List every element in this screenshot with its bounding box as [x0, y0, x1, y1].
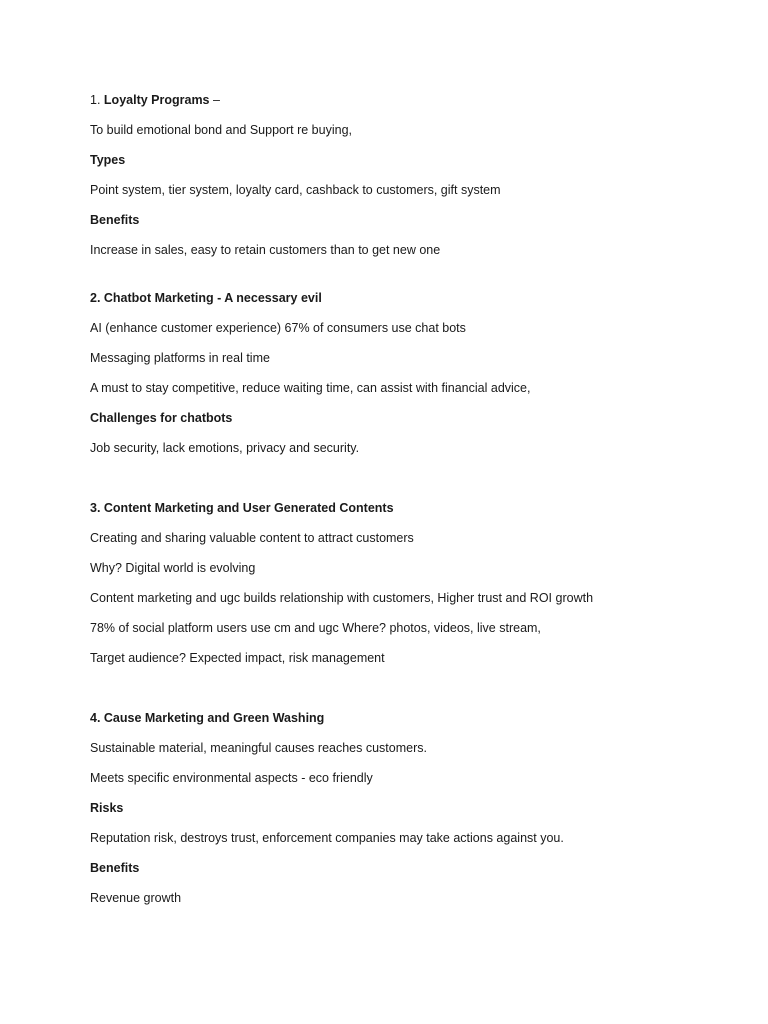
section3-line4: 78% of social platform users use cm and ugc Where? photos, videos, live stream, — [90, 621, 541, 635]
section3-line2: Why? Digital world is evolving — [90, 561, 256, 575]
section2-challenges-label: Challenges for chatbots — [90, 411, 233, 425]
section4-heading: 4. Cause Marketing and Green Washing — [90, 711, 325, 725]
section2-challenges-text: Job security, lack emotions, privacy and security. — [90, 441, 360, 455]
section1-intro: To build emotional bond and Support re buying, — [90, 123, 352, 137]
section2-line2: Messaging platforms in real time — [90, 351, 270, 365]
section1-title: Loyalty Programs — [103, 93, 210, 107]
section1-benefits-label: Benefits — [90, 213, 140, 227]
section2-line1: AI (enhance customer experience) 67% of consumers use chat bots — [90, 321, 466, 335]
section2-line3: A must to stay competitive, reduce waiting time, can assist with financial advice, — [90, 381, 531, 395]
section4-benefits-text: Revenue growth — [90, 891, 182, 905]
section4-line1: Sustainable material, meaningful causes reaches customers. — [90, 741, 427, 755]
section4-benefits-label: Benefits — [90, 861, 140, 875]
section1-number: 1. — [90, 93, 101, 107]
section3-heading: 3. Content Marketing and User Generated Contents — [90, 501, 394, 515]
section4-line2: Meets specific environmental aspects - eco friendly — [90, 771, 373, 785]
section1-types-text: Point system, tier system, loyalty card, cashback to customers, gift system — [90, 183, 501, 197]
section1-benefits-text: Increase in sales, easy to retain customers than to get new one — [90, 243, 441, 257]
section1-dash: – — [213, 93, 220, 107]
section3-line5: Target audience? Expected impact, risk management — [90, 651, 385, 665]
section3-line1: Creating and sharing valuable content to attract customers — [90, 531, 414, 545]
section3-line3: Content marketing and ugc builds relationship with customers, Higher trust and ROI growth — [90, 591, 594, 605]
section4-risks-label: Risks — [90, 801, 124, 815]
section1-types-label: Types — [90, 153, 126, 167]
section4-risks-text: Reputation risk, destroys trust, enforcement companies may take actions against you. — [90, 831, 564, 845]
section1-heading — [90, 92, 220, 108]
section2-heading: 2. Chatbot Marketing - A necessary evil — [90, 291, 322, 305]
